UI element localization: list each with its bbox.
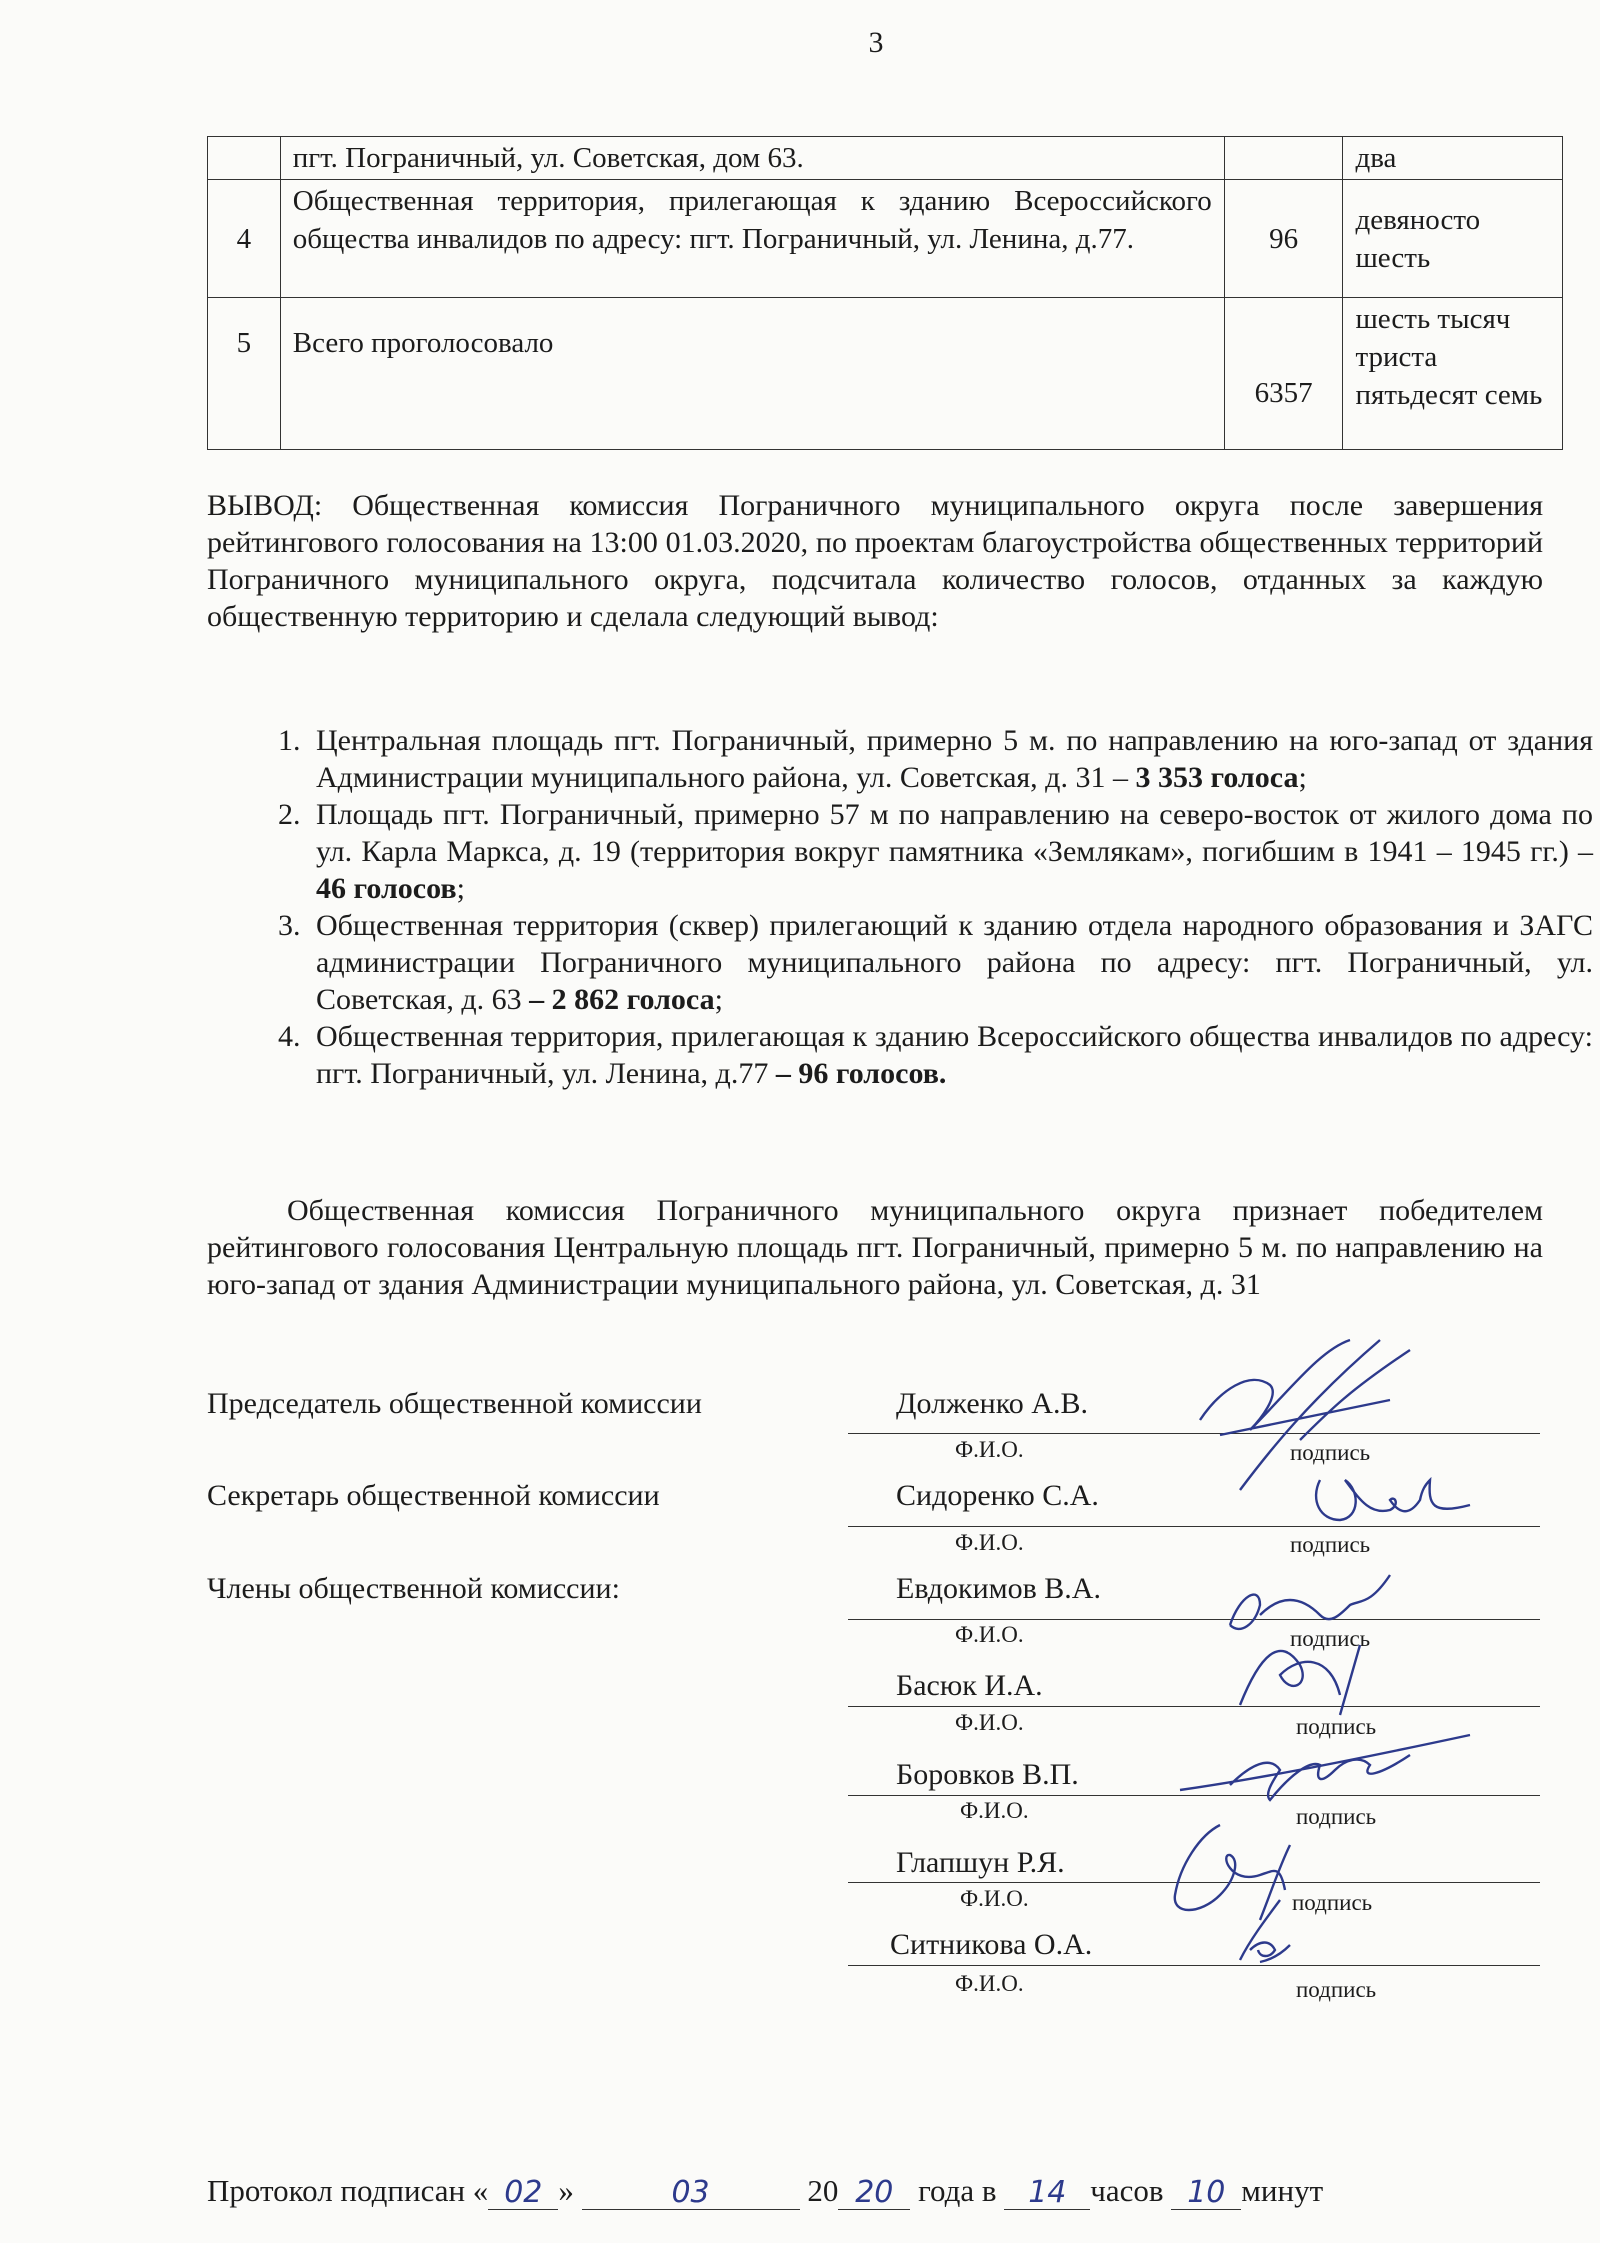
fio-caption: Ф.И.О.: [955, 1437, 1024, 1462]
winner-paragraph: Общественная комиссия Пограничного муниципального округа признает победителем рейтингового голосования Центральную площадь пгт. Пограничный, примерно 5 м. по направлению на юго-запад от здания Администрации муниципального района, ул. Советская, д. 31: [207, 1194, 1543, 1301]
vote-total: – 96 голосов.: [775, 1057, 947, 1090]
vote-total: 46 голосов: [316, 872, 457, 905]
table-row: [208, 298, 1563, 450]
page-number: 3: [868, 26, 884, 59]
vote-count: 96: [1224, 180, 1343, 298]
vote-count: [1224, 137, 1343, 180]
vote-count-words: шесть тысяч триста пятьдесят семь: [1343, 298, 1563, 450]
signature-image: [1200, 1555, 1420, 1735]
handwritten-month: 03: [671, 2175, 710, 2210]
row-number: 5: [208, 298, 281, 450]
fio-caption: Ф.И.О.: [960, 1886, 1029, 1911]
fio-caption: Ф.И.О.: [955, 1622, 1024, 1647]
handwritten-year: 20: [855, 2175, 894, 2210]
members-role: Члены общественной комиссии:: [207, 1572, 620, 1605]
list-item: 2. Площадь пгт. Пограничный, примерно 57 м по направлению на северо-восток от жилого дома по ул. Карла Маркса, д. 19 (территория вокруг памятника «Землякам», погибшим в 1941 – 1945 гг.) – 46 голосов;: [308, 796, 1593, 907]
signatory-name: Евдокимов В.А.: [896, 1572, 1101, 1605]
handwritten-minutes: 10: [1187, 2175, 1226, 2210]
signature-image: [1170, 1725, 1490, 1815]
territory-name: Всего проголосовало: [280, 298, 1224, 450]
secretary-role: Секретарь общественной комиссии: [207, 1479, 660, 1512]
signatory-name: Глапшун Р.Я.: [896, 1846, 1065, 1879]
vote-count-words: два: [1343, 137, 1563, 180]
fio-caption: Ф.И.О.: [960, 1798, 1029, 1823]
handwritten-hours: 14: [1028, 2175, 1067, 2210]
results-list: [258, 722, 1593, 1092]
chairman-role: Председатель общественной комиссии: [207, 1387, 702, 1420]
signature-caption: подпись: [1290, 1626, 1371, 1651]
conclusion-paragraph: ВЫВОД: Общественная комиссия Пограничного муниципального округа после завершения рейтингового голосования на 13:00 01.03.2020, по проектам благоустройства общественных территорий Пограничного муниципального округа, подсчитала количество голосов, отданных за каждую общественную территорию и сделала следующий вывод:: [207, 489, 1543, 633]
signatory-name: Долженко А.В.: [896, 1387, 1088, 1420]
signature-line: [848, 1965, 1540, 1966]
signatory-name: Сидоренко С.А.: [896, 1479, 1099, 1512]
row-number: [208, 137, 281, 180]
signature-caption: подпись: [1290, 1532, 1371, 1557]
signatory-name: Боровков В.П.: [896, 1758, 1079, 1791]
territory-name: Общественная территория, прилегающая к зданию Всероссийского общества инвалидов по адресу: пгт. Пограничный, ул. Ленина, д.77.: [280, 180, 1224, 298]
fio-caption: Ф.И.О.: [955, 1710, 1024, 1735]
signatory-name: Басюк И.А.: [896, 1669, 1043, 1702]
list-item: 1. Центральная площадь пгт. Пограничный, примерно 5 м. по направлению на юго-запад от здания Администрации муниципального района, ул. Советская, д. 31 – 3 353 голоса;: [308, 722, 1593, 796]
row-number: 4: [208, 180, 281, 298]
signatory-name: Ситникова О.А.: [890, 1928, 1093, 1961]
fio-caption: Ф.И.О.: [955, 1971, 1024, 1996]
fio-caption: Ф.И.О.: [955, 1530, 1024, 1555]
list-item: 3. Общественная территория (сквер) прилегающий к зданию отдела народного образования и ЗАГС администрации Пограничного муниципального района по адресу: пгт. Пограничный, ул. Советская, д. 63 – 2 862 голоса;: [308, 907, 1593, 1018]
handwritten-day: 02: [504, 2175, 543, 2210]
signature-image: [1230, 1890, 1310, 1970]
table-row: [208, 137, 1563, 180]
vote-count: 6357: [1224, 298, 1343, 450]
votes-table: [207, 136, 1563, 450]
signature-caption: подпись: [1290, 1440, 1371, 1465]
vote-count-words: девяносто шесть: [1343, 180, 1563, 298]
signature-image: [1300, 1460, 1480, 1540]
signature-line: [848, 1619, 1540, 1620]
vote-total: – 2 862 голоса: [529, 983, 715, 1016]
list-item: 4. Общественная территория, прилегающая к зданию Всероссийского общества инвалидов по адресу: пгт. Пограничный, ул. Ленина, д.77 – 96 голосов.: [308, 1018, 1593, 1092]
territory-name: пгт. Пограничный, ул. Советская, дом 63.: [280, 137, 1224, 180]
signature-caption: подпись: [1296, 1714, 1377, 1739]
signature-caption: подпись: [1296, 1977, 1377, 2002]
vote-total: 3 353 голоса: [1135, 761, 1299, 794]
table-row: [208, 180, 1563, 298]
signature-line: [848, 1706, 1540, 1707]
protocol-signed-line: Протокол подписан « 02 » 03 20 20 года в 14 часов 10 минут: [207, 2173, 1324, 2210]
signature-caption: подпись: [1296, 1804, 1377, 1829]
signature-caption: подпись: [1292, 1890, 1373, 1915]
